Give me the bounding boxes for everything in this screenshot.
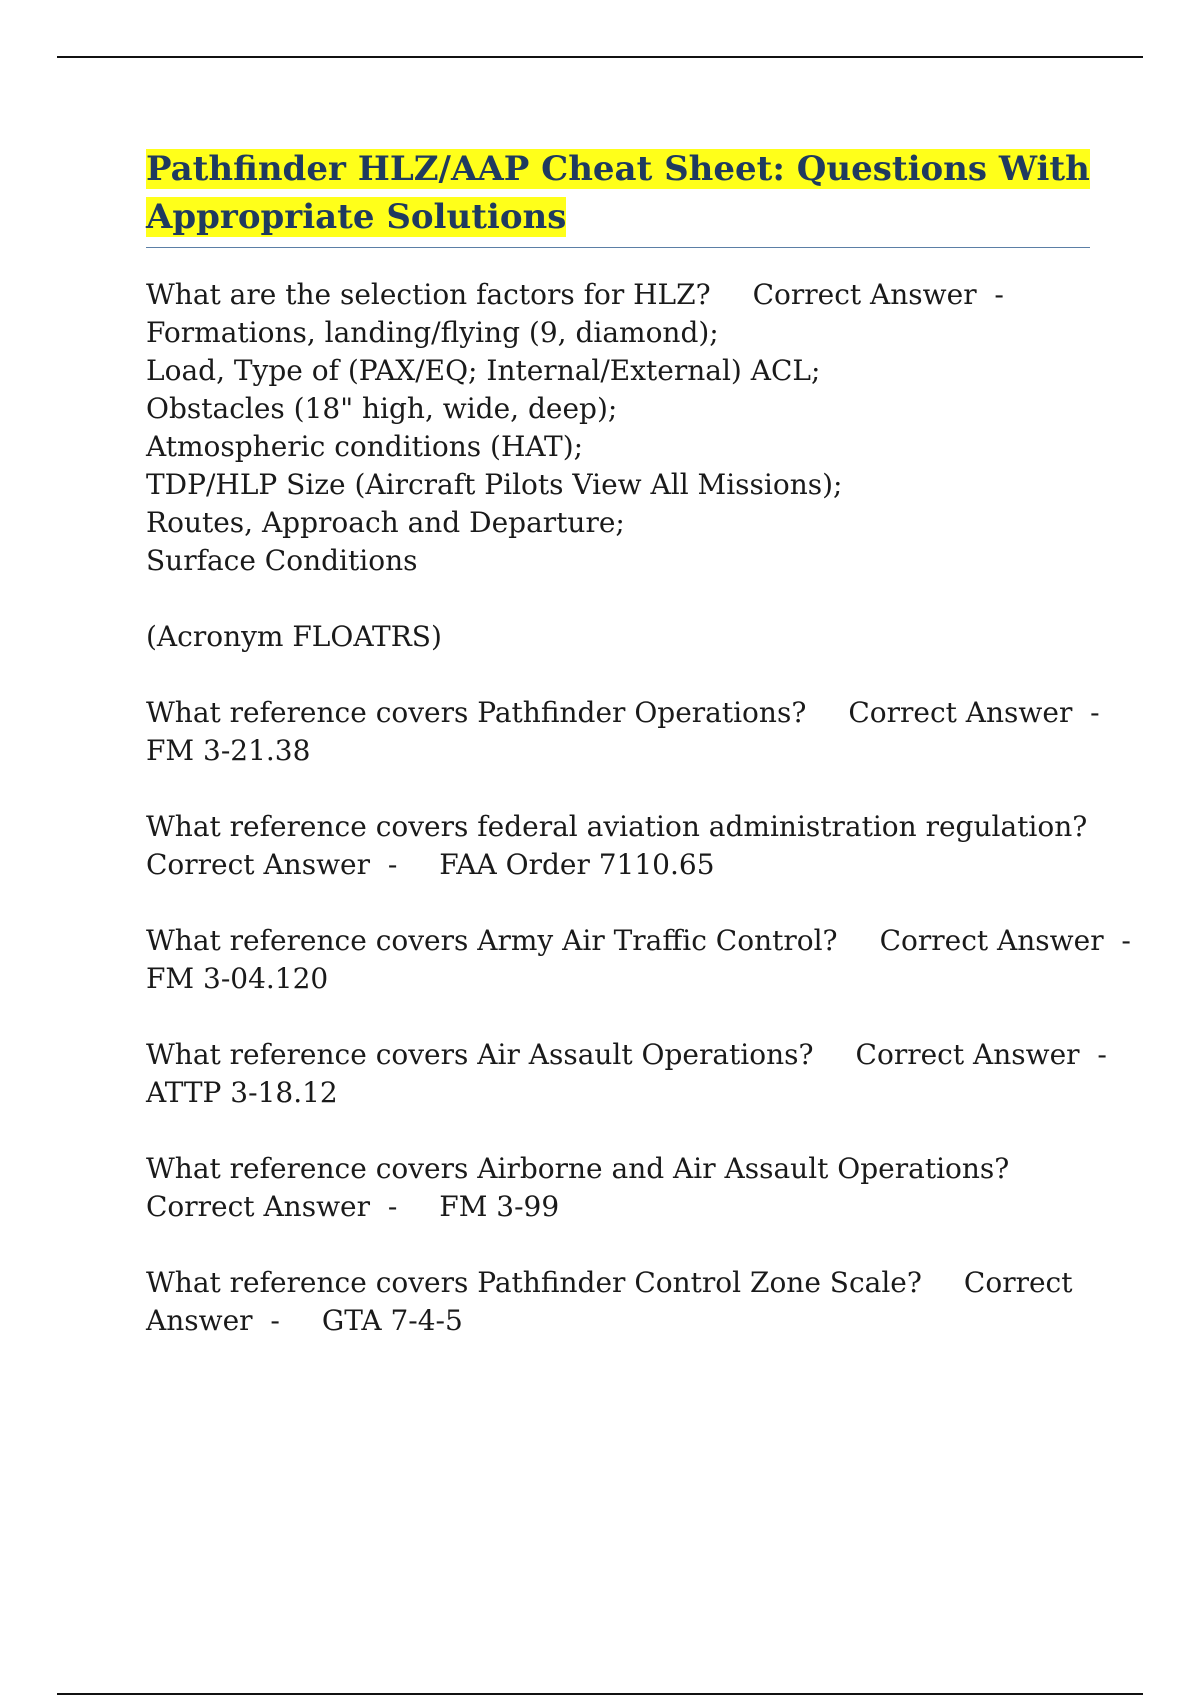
qa-question: What reference covers Airborne and Air Assault Operations?: [146, 1152, 1010, 1185]
qa-answer-line: [146, 846, 1090, 884]
qa-item-2: [146, 694, 1100, 770]
acronym-note: (Acronym FLOATRS): [146, 620, 442, 653]
answer-label-part-2: Answer: [146, 1304, 253, 1337]
page-top-rule: [57, 56, 1143, 58]
answer-label: Correct Answer: [879, 924, 1104, 957]
qa-answer: ATTP 3-18.12: [146, 1076, 338, 1109]
qa-answer-line: Load, Type of (PAX/EQ; Internal/External) ACL;: [146, 354, 821, 387]
answer-label: Correct Answer: [146, 1190, 370, 1223]
answer-dash: -: [1121, 924, 1131, 957]
qa-item-7: [146, 1264, 1090, 1340]
qa-answer: GTA 7-4-5: [321, 1304, 463, 1337]
qa-answer-line: [146, 1188, 1090, 1226]
answer-dash: -: [387, 1190, 398, 1223]
qa-item-1: [146, 276, 1090, 580]
qa-answer-line: Atmospheric conditions (HAT);: [146, 430, 584, 463]
qa-item-6: [146, 1150, 1090, 1226]
qa-answer-line: Surface Conditions: [146, 544, 418, 577]
qa-question: What reference covers Pathfinder Operations?: [146, 696, 807, 729]
qa-question-line: [146, 1036, 1107, 1074]
answer-label: Correct Answer: [146, 848, 370, 881]
answer-label-part-1: Correct: [963, 1266, 1073, 1299]
answer-dash: -: [994, 278, 1004, 311]
answer-dash: -: [1097, 1038, 1107, 1071]
document-title: [146, 145, 1090, 241]
qa-answer-line: Obstacles (18" high, wide, deep);: [146, 392, 618, 425]
title-line-2: Appropriate Solutions: [146, 197, 567, 237]
qa-answer: FM 3-21.38: [146, 734, 311, 767]
qa-question: What reference covers Pathfinder Control Zone Scale?: [146, 1266, 922, 1299]
document-body: [146, 145, 1131, 1378]
qa-answer-line: Routes, Approach and Departure;: [146, 506, 625, 539]
qa-question-line: [146, 922, 1131, 960]
qa-answer: FAA Order 7110.65: [439, 848, 715, 881]
title-block: [146, 145, 1090, 248]
qa-answer-line: [146, 1302, 1090, 1340]
answer-dash: -: [1090, 696, 1100, 729]
qa-question: What reference covers Army Air Traffic Control?: [146, 924, 838, 957]
qa-item-5: [146, 1036, 1107, 1112]
qa-answer-line: TDP/HLP Size (Aircraft Pilots View All Missions);: [146, 468, 843, 501]
answer-dash: -: [387, 848, 398, 881]
qa-answer-line: Formations, landing/flying (9, diamond);: [146, 316, 719, 349]
qa-item-3: [146, 808, 1090, 884]
qa-answer: FM 3-99: [439, 1190, 560, 1223]
qa-question-line: [146, 1264, 1090, 1302]
qa-question-line: [146, 694, 1100, 732]
qa-question-line: [146, 276, 1090, 314]
answer-label: Correct Answer: [855, 1038, 1080, 1071]
page-bottom-rule: [57, 1693, 1143, 1695]
qa-question: What reference covers federal aviation administration regulation?: [146, 810, 1088, 843]
title-line-1: Pathfinder HLZ/AAP Cheat Sheet: Questions With: [146, 149, 1090, 189]
qa-question: What reference covers Air Assault Operations?: [146, 1038, 814, 1071]
answer-dash: -: [270, 1304, 280, 1337]
qa-question: What are the selection factors for HLZ?: [146, 278, 711, 311]
qa-answer: FM 3-04.120: [146, 962, 329, 995]
answer-label: Correct Answer: [848, 696, 1073, 729]
qa-item-4: [146, 922, 1131, 998]
answer-label: Correct Answer: [752, 278, 977, 311]
